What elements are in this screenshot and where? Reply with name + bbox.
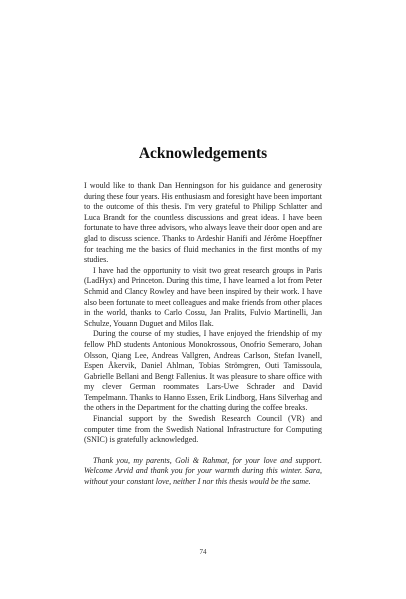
paragraph: I would like to thank Dan Henningson for his guidance and generosity during these four years. His enthusiasm and foresight have been important to the outcome of this thesis. I'm very grateful to Philipp Schlatter and Luca Brandt for the countless discussions and great ideas. I have been fortunate to have three advisors, who always leave their door open and are glad to discuss science. Thanks to Ardeshir Hanifi and Jérôme Hoepffner for teaching me the basics of fluid mechanics in the first months of my studies. [84, 181, 322, 265]
paragraph: During the course of my studies, I have enjoyed the friendship of my fellow PhD students Antonious Monokrossous, Onofrio Semeraro, Johan Olsson, Qiang Lee, Andreas Vallgren, Andreas Carlson, Stefan Ivanell, Espen Åkervik, Daniel Ahlman, Tobias Strömgren, Outi Tamissoula, Gabrielle Bellani and Bengt Fallenius. It was pleasure to share office with my clever German roommates Lars-Uwe Schrader and David Tempelmann. Thanks to Hanno Essen, Erik Lindborg, Hans Silverhag and the others in the Department for the chatting during the coffee breaks. [84, 329, 322, 413]
page-title: Acknowledgements [138, 145, 268, 162]
paragraph: Financial support by the Swedish Research Council (VR) and computer time from the Swedish National Infrastructure for Computing (SNIC) is gratefully acknowledged. [84, 414, 322, 445]
closing-paragraph: Thank you, my parents, Goli & Rahmat, for your love and support. Welcome Arvid and thank you for your warmth during this winter. Sara, without your constant love, neither I nor this thesis would be the same. [84, 455, 322, 487]
page-number: 74 [199, 548, 207, 556]
acknowledgements-body [84, 181, 322, 488]
paragraph: I have had the opportunity to visit two great research groups in Paris (LadHyx) and Princeton. During this time, I have learned a lot from Peter Schmid and Clancy Rowley and have been inspired by their work. I have also been fortunate to meet colleagues and make friends from other places in the world, thanks to Carlo Cossu, Jan Pralits, Fulvio Martinelli, Jan Schulze, Youann Duguet and Milos Ilak. [84, 265, 322, 328]
